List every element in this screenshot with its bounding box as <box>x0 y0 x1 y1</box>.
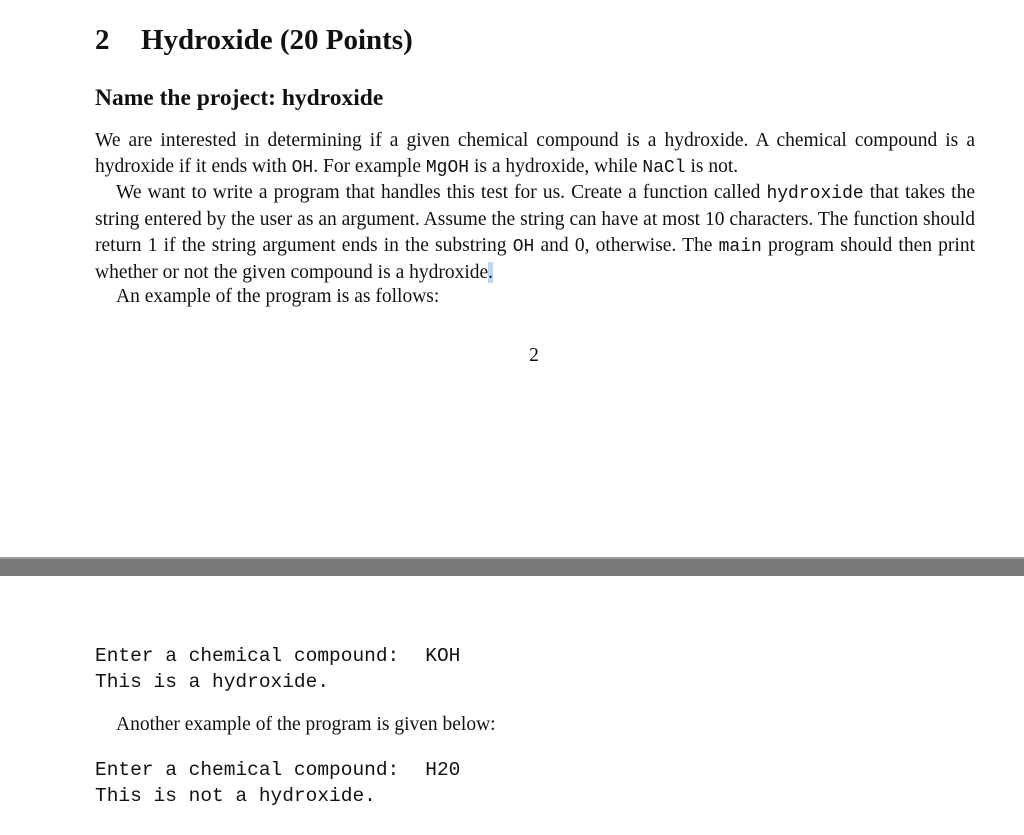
text-span: if the string argument ends in the substring <box>157 235 513 256</box>
user-input-text: H20 <box>425 759 461 781</box>
code-oh: OH <box>512 237 535 257</box>
result-text: This is not a hydroxide. <box>95 785 376 807</box>
prompt-text: Enter a chemical compound: <box>95 759 400 781</box>
example-intro-paragraph: An example of the program is as follows: <box>116 286 440 307</box>
value-zero: 0 <box>574 235 585 256</box>
text-span: program should then print whether or not the given compound is a hydroxide <box>95 235 975 283</box>
text-span: is a hydroxide, while <box>469 156 643 177</box>
text-span: , otherwise. The <box>584 235 719 256</box>
text-span: and <box>534 235 575 256</box>
code-mgoh: MgOH <box>425 158 470 178</box>
section-number: 2 <box>95 24 110 56</box>
task-paragraph <box>95 180 975 286</box>
code-nacl: NaCl <box>642 158 686 178</box>
result-text: This is a hydroxide. <box>95 671 330 693</box>
example-output-2 <box>95 757 460 809</box>
code-main: main <box>718 237 762 257</box>
text-span: We want to write a program that handles this test for us. Create a function called <box>116 182 767 203</box>
subsection-title: Name the project: hydroxide <box>95 85 384 111</box>
value-one: 1 <box>147 235 158 256</box>
prompt-text: Enter a chemical compound: <box>95 645 400 667</box>
text-span: that takes the string entered by the user as an argument. Assume the string can have at most 10 characters. The function should return <box>95 182 975 256</box>
text-span: . For example <box>313 156 426 177</box>
code-oh: OH <box>291 158 314 178</box>
user-input-text: KOH <box>425 645 461 667</box>
code-hydroxide: hydroxide <box>766 184 864 204</box>
section-heading <box>95 24 413 57</box>
intro-paragraph <box>95 128 975 181</box>
text-span: is not. <box>685 156 739 177</box>
page-number: 2 <box>529 345 539 366</box>
another-example-paragraph: Another example of the program is given below: <box>116 714 496 735</box>
page-separator <box>0 557 1024 576</box>
text-span: We are interested in determining if a given chemical compound is a hydroxide. A chemical compound is a hydroxide if it ends with <box>95 130 975 177</box>
section-title: Hydroxide (20 Points) <box>141 24 413 56</box>
example-output-1 <box>95 643 460 695</box>
document-page-2 <box>0 576 1024 835</box>
selected-period[interactable]: . <box>488 262 494 283</box>
